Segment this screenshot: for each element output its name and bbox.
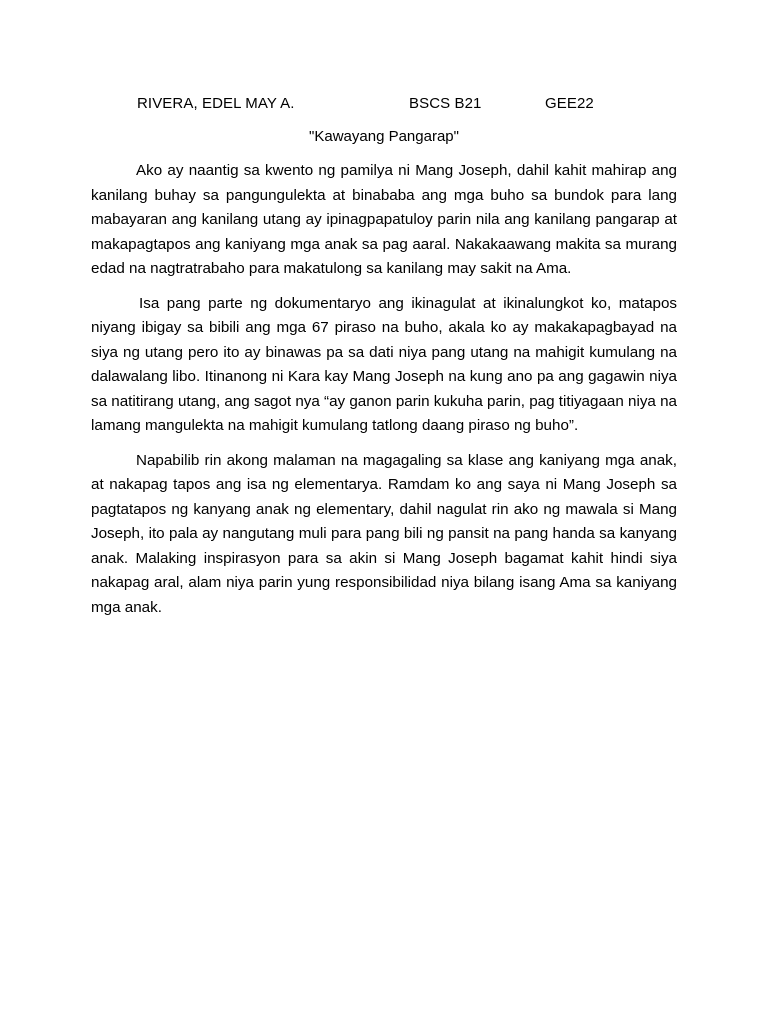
paragraph-3: Napabilib rin akong malaman na magagaling sa klase ang kaniyang mga anak, at nakapag tapos ang isa ng elementarya. Ramdam ko ang saya ni Mang Joseph sa pagtatapos ng kanyang anak ng elementary, dahil nagulat rin ako ng mawala si Mang Joseph, ito pala ay nangutang muli para pang bili ng pansit na pang handa sa kanyang anak. Malaking inspirasyon para sa akin si Mang Joseph bagamat kahit hindi siya nakapag aral, alam niya parin yung responsibilidad niya bilang isang Ama sa kaniyang mga anak.	[91, 451, 677, 616]
author-name: RIVERA, EDEL MAY A.	[137, 95, 295, 112]
essay-title: "Kawayang Pangarap"	[309, 128, 459, 145]
paragraph-1: Ako ay naantig sa kwento ng pamilya ni Mang Joseph, dahil kahit mahirap ang kanilang buhay sa pangungulekta at binababa ang mga buho sa bundok para lang mabayaran ang kanilang utang ay ipinagpapatuloy parin nila ang kanilang pangarap at makapagtapos ang kaniyang mga anak sa pag aaral. Nakakaawang makita sa murang edad na nagtratrabaho para makatulong sa kanilang may sakit na Ama.	[91, 162, 677, 277]
course-section: BSCS B21	[409, 95, 482, 112]
document-header	[137, 95, 637, 119]
essay-body	[91, 159, 677, 630]
subject-code: GEE22	[545, 95, 594, 112]
paragraph-2: Isa pang parte ng dokumentaryo ang ikinagulat at ikinalungkot ko, matapos niyang ibigay sa bibili ang mga 67 piraso na buho, akala ko ay makakapagbayad na siya ng utang pero ito ay binawas pa sa dati niya pang utang na mahigit kumulang na dalawalang libo. Itinanong ni Kara kay Mang Joseph na kung ano pa ang gagawin niya sa natitirang utang, ang sagot nya “ay ganon parin kukuha parin, pag titiyagaan niya na lamang mangulekta na mahigit kumulang tatlong daang piraso ng buho”.	[91, 294, 677, 434]
